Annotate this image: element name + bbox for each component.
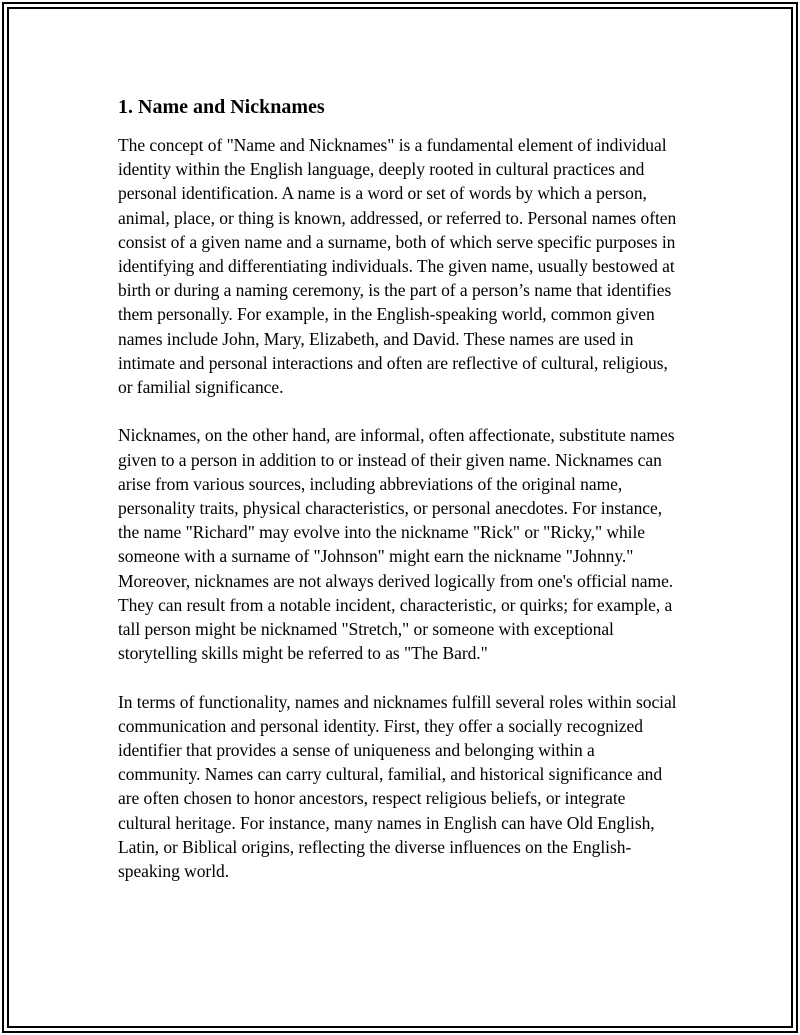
document-body [118, 95, 680, 907]
paragraph-names: The concept of "Name and Nicknames" is a fundamental element of individual identity within the English language, deeply rooted in cultural practices and personal identification. A name is a word or set of words by which a person, animal, place, or thing is known, addressed, or referred to. Personal names often consist of a given name and a surname, both of which serve specific purposes in identifying and differentiating individuals. The given name, usually bestowed at birth or during a naming ceremony, is the part of a person’s name that identifies them personally. For example, in the English-speaking world, common given names include John, Mary, Elizabeth, and David. These names are used in intimate and personal interactions and often are reflective of cultural, religious, or familial significance. [118, 135, 677, 398]
paragraph-functionality: In terms of functionality, names and nicknames fulfill several roles within social communication and personal identity. First, they offer a socially recognized identifier that provides a sense of uniqueness and belonging within a community. Names can carry cultural, familial, and historical significance and are often chosen to honor ancestors, respect religious beliefs, or integrate cultural heritage. For instance, many names in English can have Old English, Latin, or Biblical origins, reflecting the diverse influences on the English-speaking world. [118, 691, 677, 882]
section-heading: 1. Name and Nicknames [118, 96, 325, 118]
paragraph-nicknames: Nicknames, on the other hand, are informal, often affectionate, substitute names given to a person in addition to or instead of their given name. Nicknames can arise from various sources, including abbreviations of the original name, personality traits, physical characteristics, or personal anecdotes. For instance, the name "Richard" may evolve into the nickname "Rick" or "Ricky," while someone with a surname of "Johnson" might earn the nickname "Johnny." Moreover, nicknames are not always derived logically from one's official name. They can result from a notable incident, characteristic, or quirks; for example, a tall person might be nicknamed "Stretch," or someone with exceptional storytelling skills might be referred to as "The Bard." [118, 425, 675, 664]
